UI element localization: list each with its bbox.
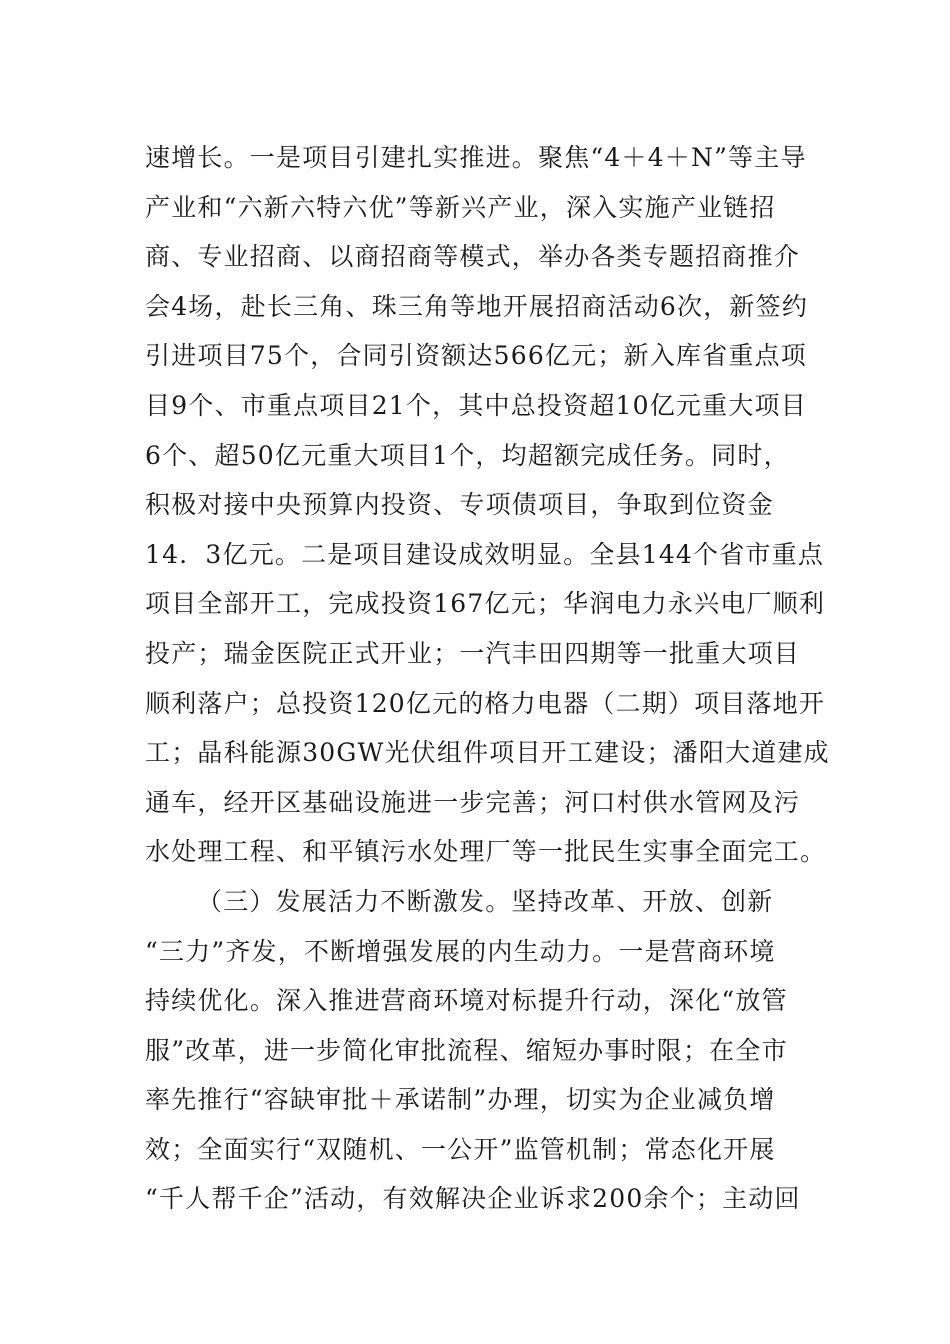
text-line: 产业和“六新六特六优”等新兴产业，深入实施产业链招 [145, 192, 776, 222]
text-line: 6个、超50亿元重大项目1个，均超额完成任务。同时， [145, 440, 790, 470]
text-line: 速增长。一是项目引建扎实推进。聚焦“4＋4＋N”等主导 [145, 143, 807, 172]
text-line: “三力”齐发，不断增强发展的内生动力。一是营商环境 [145, 936, 776, 966]
text-line: 引进项目75个，合同引资额达566亿元；新入库省重点项 [145, 341, 807, 371]
text-line: 效；全面实行“双随机、一公开”监管机制；常态化开展 [145, 1134, 776, 1164]
text-line: 持续优化。深入推进营商环境对标提升行动，深化“放管 [145, 986, 788, 1016]
text-line: 目9个、市重点项目21个，其中总投资超10亿元重大项目 [145, 390, 807, 420]
text-line: 工；晶科能源30GW光伏组件项目开工建设；潘阳大道建成 [145, 738, 830, 768]
section-heading-line: （三）发展活力不断激发。坚持改革、开放、创新 [197, 886, 774, 916]
text-line: 通车，经开区基础设施进一步完善；河口村供水管网及污 [145, 787, 801, 817]
body-text [145, 133, 830, 1224]
text-line: 水处理工程、和平镇污水处理厂等一批民生实事全面完工。 [145, 837, 827, 867]
text-line: 服”改革，进一步简化审批流程、缩短办事时限；在全市 [145, 1035, 788, 1065]
text-line: 积极对接中央预算内投资、专项债项目，争取到位资金 [145, 490, 774, 520]
text-line: 项目全部开工，完成投资167亿元；华润电力永兴电厂顺利 [145, 589, 826, 619]
text-line: 投产；瑞金医院正式开业；一汽丰田四期等一批重大项目 [145, 638, 801, 668]
text-line: “千人帮千企”活动，有效解决企业诉求200余个；主动回 [145, 1184, 801, 1214]
text-line: 顺利落户；总投资120亿元的格力电器（二期）项目落地开 [145, 688, 826, 718]
text-line: 14．3亿元。二是项目建设成效明显。全县144个省市重点 [145, 539, 825, 569]
text-line: 商、专业招商、以商招商等模式，举办各类专题招商推介 [145, 242, 801, 272]
text-line: 会4场，赴长三角、珠三角等地开展招商活动6次，新签约 [145, 291, 809, 321]
text-line: 率先推行“容缺审批＋承诺制”办理，切实为企业减负增 [145, 1085, 776, 1115]
